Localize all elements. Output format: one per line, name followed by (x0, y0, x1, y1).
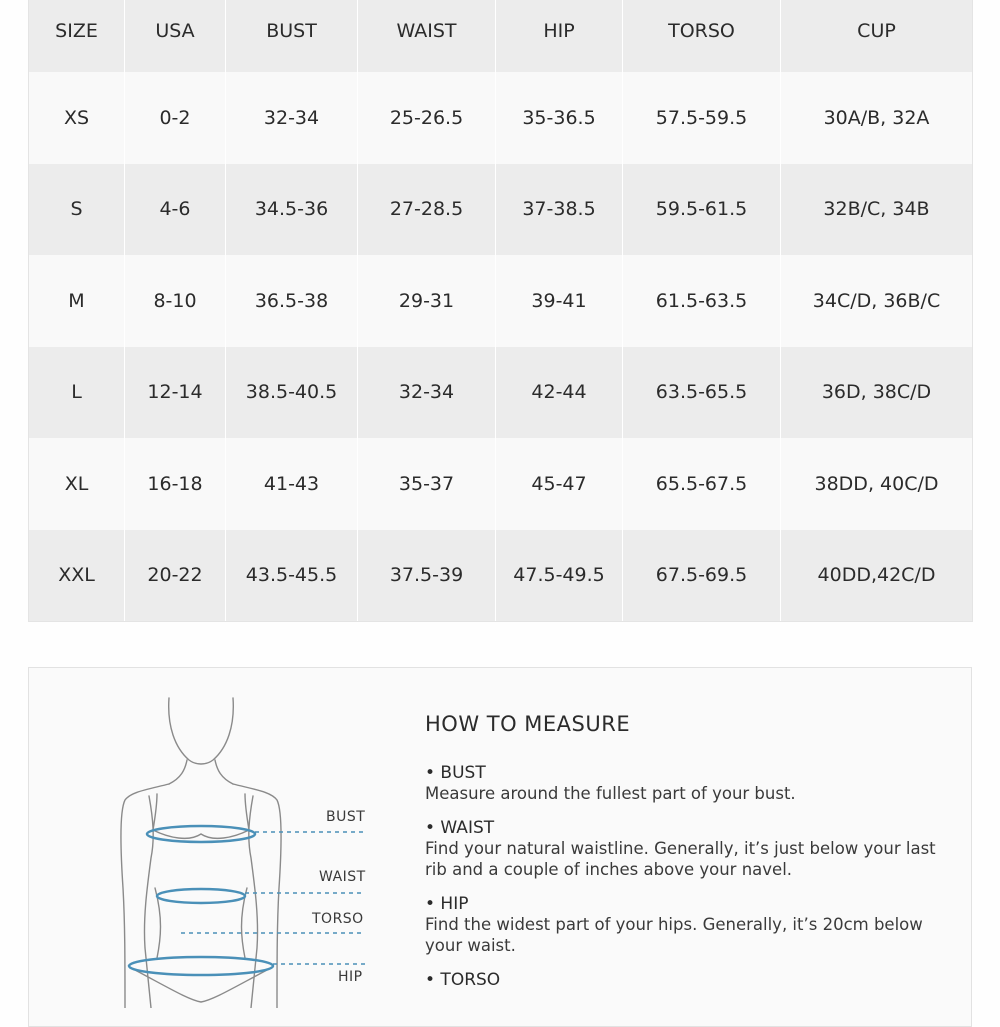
cell-size: M (29, 255, 125, 347)
cell-cup: 34C/D, 36B/C (781, 255, 973, 347)
cell-cup: 30A/B, 32A (781, 72, 973, 164)
cell-hip: 37-38.5 (496, 164, 623, 256)
cell-size: XL (29, 438, 125, 530)
cell-usa: 20-22 (125, 530, 226, 622)
header-waist: WAIST (358, 0, 496, 72)
figure-neck-right (215, 760, 233, 784)
measure-step-hip (425, 894, 945, 956)
figure-head (169, 698, 234, 764)
size-chart-table (28, 0, 973, 622)
cell-torso: 63.5-65.5 (623, 347, 781, 439)
cell-hip: 35-36.5 (496, 72, 623, 164)
table-row (29, 530, 973, 622)
table-header-row (29, 0, 973, 72)
figure-label-waist: WAIST (319, 869, 366, 885)
cell-hip: 39-41 (496, 255, 623, 347)
cell-waist: 32-34 (358, 347, 496, 439)
figure-bra-strap-right (245, 794, 249, 830)
step-name: • HIP (425, 894, 469, 914)
cell-usa: 4-6 (125, 164, 226, 256)
figure-label-hip: HIP (338, 969, 363, 985)
measure-step-bust (425, 763, 945, 804)
cell-torso: 57.5-59.5 (623, 72, 781, 164)
cell-usa: 12-14 (125, 347, 226, 439)
how-to-measure-panel (28, 667, 972, 1027)
cell-size: XXL (29, 530, 125, 622)
cell-cup: 38DD, 40C/D (781, 438, 973, 530)
cell-bust: 43.5-45.5 (226, 530, 358, 622)
cell-waist: 35-37 (358, 438, 496, 530)
header-usa: USA (125, 0, 226, 72)
table-row (29, 438, 973, 530)
cell-hip: 47.5-49.5 (496, 530, 623, 622)
waist-measure-line (157, 889, 245, 903)
table-row (29, 72, 973, 164)
cell-torso: 67.5-69.5 (623, 530, 781, 622)
cell-bust: 36.5-38 (226, 255, 358, 347)
header-cup: CUP (781, 0, 973, 72)
cell-torso: 65.5-67.5 (623, 438, 781, 530)
cell-hip: 42-44 (496, 347, 623, 439)
measure-step-torso (425, 970, 945, 990)
hip-measure-line (129, 957, 273, 975)
cell-bust: 38.5-40.5 (226, 347, 358, 439)
step-name: • BUST (425, 763, 486, 783)
header-bust: BUST (226, 0, 358, 72)
step-name: • WAIST (425, 818, 495, 838)
header-hip: HIP (496, 0, 623, 72)
cell-size: S (29, 164, 125, 256)
step-description: Find your natural waistline. Generally, it’s just below your last rib and a couple of inches above your navel. (425, 839, 936, 879)
cell-size: XS (29, 72, 125, 164)
figure-bra-cups (153, 830, 249, 838)
cell-cup: 32B/C, 34B (781, 164, 973, 256)
cell-torso: 61.5-63.5 (623, 255, 781, 347)
cell-hip: 45-47 (496, 438, 623, 530)
cell-bust: 41-43 (226, 438, 358, 530)
cell-usa: 16-18 (125, 438, 226, 530)
how-to-measure-section (425, 712, 945, 1004)
table-row (29, 164, 973, 256)
figure-label-bust: BUST (326, 809, 366, 825)
header-size: SIZE (29, 0, 125, 72)
figure-neck-left (169, 760, 187, 784)
table-row (29, 347, 973, 439)
cell-torso: 59.5-61.5 (623, 164, 781, 256)
table-row (29, 255, 973, 347)
step-name: • TORSO (425, 970, 501, 990)
cell-waist: 27-28.5 (358, 164, 496, 256)
measure-step-waist (425, 818, 945, 880)
cell-waist: 29-31 (358, 255, 496, 347)
cell-waist: 37.5-39 (358, 530, 496, 622)
header-torso: TORSO (623, 0, 781, 72)
figure-bra-strap-left (153, 794, 157, 830)
figure-label-torso: TORSO (312, 911, 364, 927)
body-measurement-figure (89, 688, 389, 1008)
cell-usa: 8-10 (125, 255, 226, 347)
step-description: Measure around the fullest part of your bust. (425, 784, 796, 803)
cell-cup: 36D, 38C/D (781, 347, 973, 439)
how-to-measure-title: HOW TO MEASURE (425, 712, 631, 736)
cell-cup: 40DD,42C/D (781, 530, 973, 622)
cell-size: L (29, 347, 125, 439)
cell-bust: 32-34 (226, 72, 358, 164)
cell-waist: 25-26.5 (358, 72, 496, 164)
step-description: Find the widest part of your hips. Generally, it’s 20cm below your waist. (425, 915, 923, 955)
cell-bust: 34.5-36 (226, 164, 358, 256)
cell-usa: 0-2 (125, 72, 226, 164)
